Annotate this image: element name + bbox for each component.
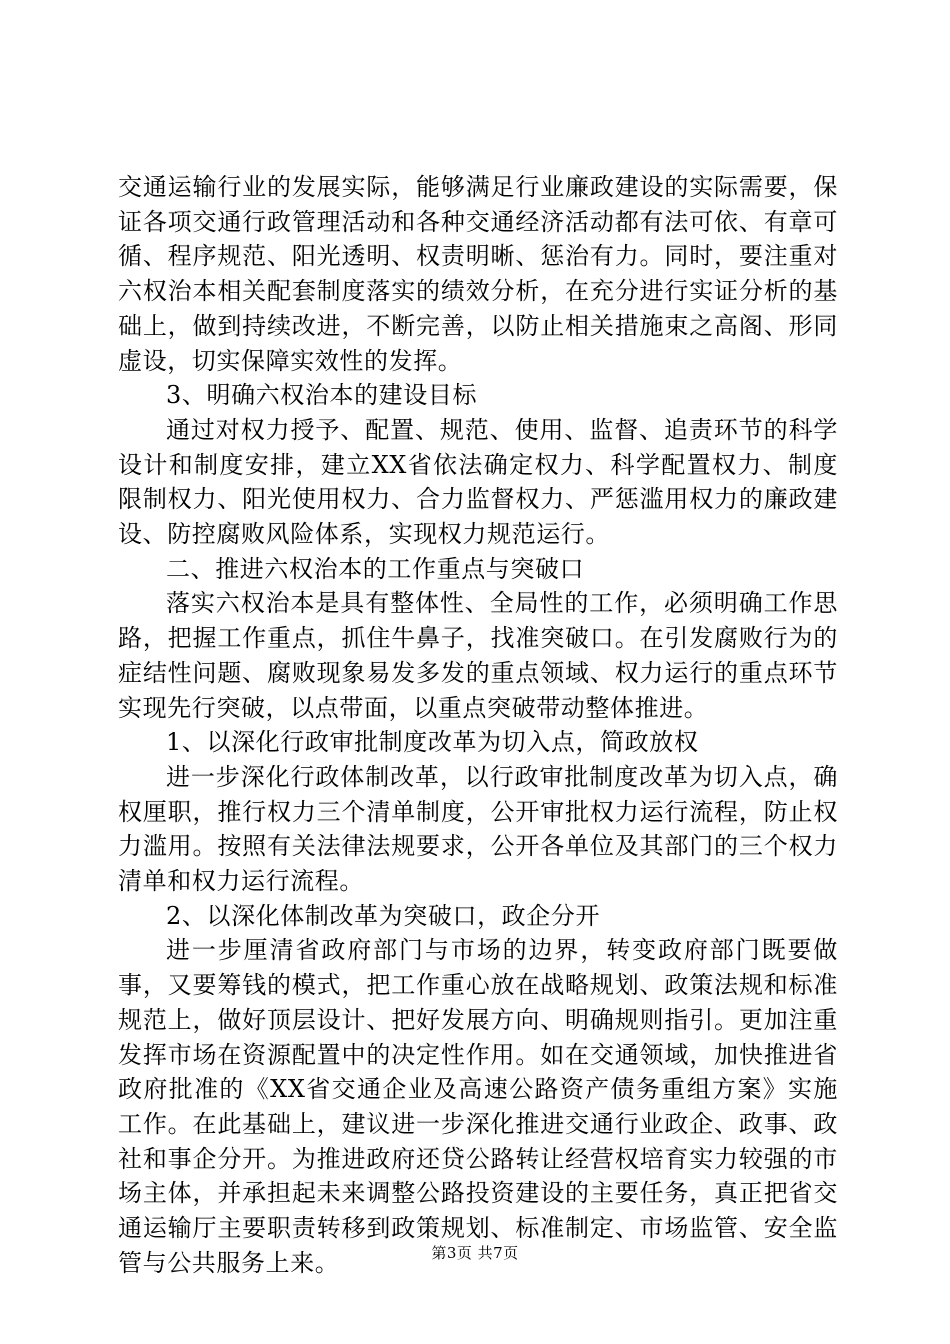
heading-section-two: 二、推进六权治本的工作重点与突破口 [166, 554, 585, 583]
heading-system-reform: 2、以深化体制改革为突破口，政企分开 [166, 901, 601, 930]
paragraph-system-reform: 进一步厘清省政府部门与市场的边界，转变政府部门既要做事，又要筹钱的模式，把工作重心放在战略规划、政策法规和标准规范上，做好顶层设计、把好发展方向、明确规则指引。更加注重发挥市场在资源配置中的决定性作用。如在交通领域，加快推进省政府批准的《XX省交通企业及高速公路资产债务重组方案》实施工作。在此基础上，建议进一步深化推进交通行业政企、政事、政社和事企分开。为推进政府还贷公路转让经营权培育实力较强的市场主体，并承担起未来调整公路投资建设的主要任务，真正把省交通运输厅主要职责转移到政策规划、标准制定、市场监管、安全监管与公共服务上来。 [118, 936, 838, 1277]
heading-approval-reform: 1、以深化行政审批制度改革为切入点，简政放权 [166, 728, 699, 757]
paragraph-approval-reform: 进一步深化行政体制改革，以行政审批制度改革为切入点，确权厘职，推行权力三个清单制度，公开审批权力运行流程，防止权力滥用。按照有关法律法规要求，公开各单位及其部门的三个权力清单和权力运行流程。 [118, 762, 838, 896]
paragraph-construction-goal: 通过对权力授予、配置、规范、使用、监督、追责环节的科学设计和制度安排，建立XX省依法确定权力、科学配置权力、制度限制权力、阳光使用权力、合力监督权力、严惩滥用权力的廉政建设、防控腐败风险体系，实现权力规范运行。 [118, 415, 838, 549]
paragraph-section-two: 落实六权治本是具有整体性、全局性的工作，必须明确工作思路，把握工作重点，抓住牛鼻子，找准突破口。在引发腐败行为的症结性问题、腐败现象易发多发的重点领域、权力运行的重点环节实现先行突破，以点带面，以重点突破带动整体推进。 [118, 589, 838, 722]
page-number-footer: 第3页 共7页 [431, 1244, 519, 1262]
paragraph-continuation: 交通运输行业的发展实际，能够满足行业廉政建设的实际需要，保证各项交通行政管理活动和各种交通经济活动都有法可依、有章可循、程序规范、阳光透明、权责明晰、惩治有力。同时，要注重对六权治本相关配套制度落实的绩效分析，在充分进行实证分析的基础上，做到持续改进，不断完善，以防止相关措施束之高阁、形同虚设，切实保障实效性的发挥。 [118, 173, 838, 375]
document-body [118, 170, 838, 1281]
heading-construction-goal: 3、明确六权治本的建设目标 [166, 381, 478, 410]
